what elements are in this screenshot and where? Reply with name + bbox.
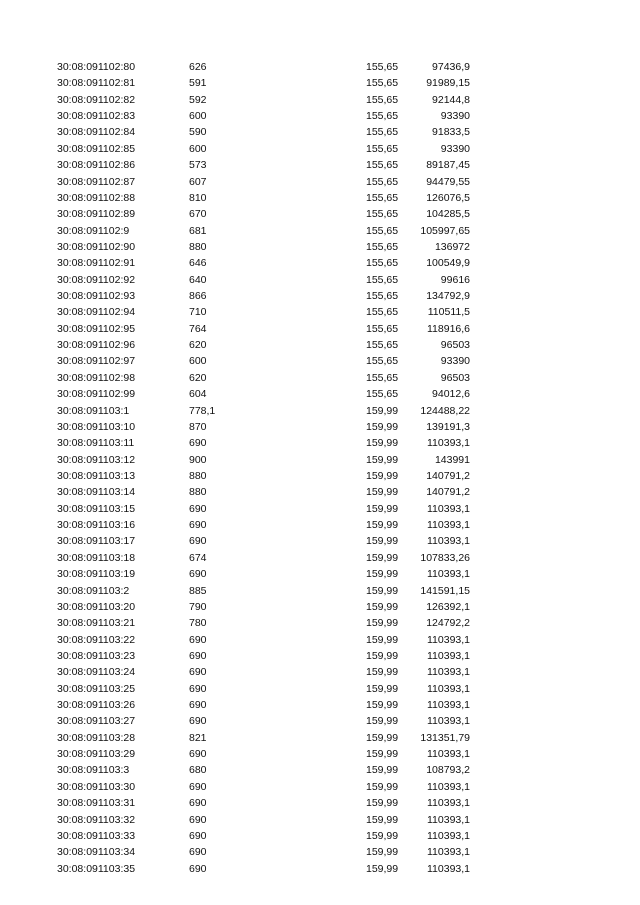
rate-cell: 155,65: [366, 224, 399, 237]
area-cell: 590: [189, 126, 207, 139]
value-cell: 126392,1: [426, 600, 470, 613]
rate-cell: 155,65: [366, 322, 399, 335]
value-cell: 110393,1: [426, 797, 470, 810]
table-row: [0, 223, 640, 239]
rate-cell: 159,99: [366, 617, 399, 630]
cadastral-number-cell: 30:08:091102:87: [57, 175, 136, 188]
area-cell: 680: [189, 764, 207, 777]
area-cell: 821: [189, 731, 207, 744]
table-row: [0, 370, 640, 386]
rate-cell: 155,65: [366, 306, 399, 319]
rate-cell: 159,99: [366, 780, 399, 793]
area-cell: 604: [189, 388, 207, 401]
value-cell: 140791,2: [426, 486, 470, 499]
rate-cell: 159,99: [366, 748, 399, 761]
table-row: [0, 386, 640, 402]
table-row: [0, 583, 640, 599]
rate-cell: 155,65: [366, 257, 399, 270]
rate-cell: 155,65: [366, 142, 399, 155]
area-cell: 620: [189, 339, 207, 352]
area-cell: 646: [189, 257, 207, 270]
rate-cell: 159,99: [366, 862, 399, 875]
table-row: [0, 664, 640, 680]
table-row: [0, 108, 640, 124]
table-row: [0, 779, 640, 795]
rate-cell: 159,99: [366, 502, 399, 515]
area-cell: 880: [189, 486, 207, 499]
cadastral-number-cell: 30:08:091103:31: [57, 797, 136, 810]
value-cell: 92144,8: [432, 93, 470, 106]
area-cell: 690: [189, 797, 207, 810]
value-cell: 110393,1: [426, 813, 470, 826]
rate-cell: 155,65: [366, 388, 399, 401]
cadastral-number-cell: 30:08:091102:83: [57, 110, 136, 123]
cadastral-number-cell: 30:08:091102:80: [57, 61, 136, 73]
area-cell: 600: [189, 355, 207, 368]
value-cell: 93390: [440, 142, 470, 155]
value-cell: 110393,1: [426, 780, 470, 793]
table-row: [0, 746, 640, 762]
area-cell: 592: [189, 93, 207, 106]
value-cell: 139191,3: [426, 420, 470, 433]
table-row: [0, 632, 640, 648]
cadastral-number-cell: 30:08:091102:95: [57, 322, 136, 335]
rate-cell: 155,65: [366, 93, 399, 106]
area-cell: 600: [189, 110, 207, 123]
cadastral-number-cell: 30:08:091103:35: [57, 862, 136, 875]
rate-cell: 155,65: [366, 191, 399, 204]
cadastral-number-cell: 30:08:091102:82: [57, 93, 136, 106]
area-cell: 690: [189, 846, 207, 859]
value-cell: 110393,1: [426, 649, 470, 662]
value-cell: 104285,5: [426, 208, 470, 221]
cadastral-number-cell: 30:08:091103:3: [57, 764, 130, 777]
table-row: [0, 124, 640, 140]
table-row: [0, 190, 640, 206]
value-cell: 136972: [434, 240, 470, 253]
cadastral-number-cell: 30:08:091103:20: [57, 600, 136, 613]
rate-cell: 159,99: [366, 666, 399, 679]
area-cell: 690: [189, 780, 207, 793]
table-row: [0, 304, 640, 320]
area-cell: 690: [189, 699, 207, 712]
area-cell: 866: [189, 290, 207, 303]
table-row: [0, 239, 640, 255]
rate-cell: 155,65: [366, 126, 399, 139]
rate-cell: 159,99: [366, 813, 399, 826]
value-cell: 94012,6: [432, 388, 470, 401]
rate-cell: 159,99: [366, 535, 399, 548]
cadastral-number-cell: 30:08:091103:2: [57, 584, 130, 597]
rate-cell: 159,99: [366, 797, 399, 810]
cadastral-number-cell: 30:08:091102:86: [57, 159, 136, 172]
area-cell: 690: [189, 748, 207, 761]
area-cell: 900: [189, 453, 207, 466]
cadastral-number-cell: 30:08:091103:23: [57, 649, 136, 662]
table-row: [0, 599, 640, 615]
cadastral-number-cell: 30:08:091103:29: [57, 748, 136, 761]
value-cell: 97436,9: [432, 61, 470, 73]
area-cell: 880: [189, 240, 207, 253]
area-cell: 640: [189, 273, 207, 286]
area-cell: 870: [189, 420, 207, 433]
value-cell: 100549,9: [426, 257, 470, 270]
rate-cell: 159,99: [366, 568, 399, 581]
value-cell: 124792,2: [426, 617, 470, 630]
rate-cell: 155,65: [366, 175, 399, 188]
value-cell: 94479,55: [426, 175, 470, 188]
cadastral-number-cell: 30:08:091103:30: [57, 780, 136, 793]
value-cell: 93390: [440, 355, 470, 368]
table-row: [0, 861, 640, 877]
value-cell: 110393,1: [426, 519, 470, 532]
rate-cell: 159,99: [366, 829, 399, 842]
value-cell: 110393,1: [426, 846, 470, 859]
table-row: [0, 59, 640, 75]
rate-cell: 155,65: [366, 159, 399, 172]
value-cell: 118916,6: [426, 322, 470, 335]
rate-cell: 155,65: [366, 355, 399, 368]
cadastral-number-cell: 30:08:091103:1: [57, 404, 130, 417]
table-row: [0, 762, 640, 778]
cadastral-number-cell: 30:08:091103:19: [57, 568, 136, 581]
area-cell: 778,1: [189, 404, 216, 417]
value-cell: 110393,1: [426, 568, 470, 581]
cadastral-number-cell: 30:08:091103:13: [57, 469, 136, 482]
table-row: [0, 697, 640, 713]
rate-cell: 155,65: [366, 61, 399, 73]
rate-cell: 159,99: [366, 519, 399, 532]
area-cell: 626: [189, 61, 207, 73]
rate-cell: 159,99: [366, 486, 399, 499]
cadastral-number-cell: 30:08:091103:12: [57, 453, 136, 466]
cadastral-number-cell: 30:08:091102:85: [57, 142, 136, 155]
rate-cell: 159,99: [366, 600, 399, 613]
rate-cell: 159,99: [366, 420, 399, 433]
area-cell: 885: [189, 584, 207, 597]
table-row: [0, 812, 640, 828]
rate-cell: 155,65: [366, 290, 399, 303]
value-cell: 107833,26: [420, 551, 470, 564]
area-cell: 573: [189, 159, 207, 172]
cadastral-number-cell: 30:08:091103:14: [57, 486, 136, 499]
table-row: [0, 321, 640, 337]
area-cell: 674: [189, 551, 207, 564]
cadastral-number-cell: 30:08:091102:91: [57, 257, 136, 270]
cadastral-number-cell: 30:08:091102:81: [57, 77, 136, 90]
cadastral-number-cell: 30:08:091102:96: [57, 339, 136, 352]
area-cell: 591: [189, 77, 207, 90]
area-cell: 690: [189, 813, 207, 826]
area-cell: 690: [189, 568, 207, 581]
table-row: [0, 272, 640, 288]
table-row: [0, 288, 640, 304]
rate-cell: 155,65: [366, 240, 399, 253]
table-row: [0, 452, 640, 468]
cadastral-number-cell: 30:08:091103:33: [57, 829, 136, 842]
area-cell: 690: [189, 437, 207, 450]
rate-cell: 159,99: [366, 699, 399, 712]
cadastral-number-cell: 30:08:091102:93: [57, 290, 136, 303]
area-cell: 620: [189, 371, 207, 384]
table-row: [0, 435, 640, 451]
area-cell: 764: [189, 322, 207, 335]
table-row: [0, 353, 640, 369]
table-row: [0, 713, 640, 729]
cadastral-number-cell: 30:08:091102:84: [57, 126, 136, 139]
cadastral-number-cell: 30:08:091102:9: [57, 224, 130, 237]
value-cell: 110393,1: [426, 748, 470, 761]
table-row: [0, 468, 640, 484]
rate-cell: 159,99: [366, 437, 399, 450]
cadastral-number-cell: 30:08:091103:27: [57, 715, 136, 728]
value-cell: 110393,1: [426, 862, 470, 875]
area-cell: 690: [189, 519, 207, 532]
rate-cell: 159,99: [366, 633, 399, 646]
table-row: [0, 75, 640, 91]
table-row: [0, 795, 640, 811]
value-cell: 96503: [440, 371, 470, 384]
table-row: [0, 844, 640, 860]
value-cell: 110511,5: [427, 306, 470, 319]
value-cell: 110393,1: [426, 535, 470, 548]
table-row: [0, 615, 640, 631]
area-cell: 690: [189, 649, 207, 662]
rate-cell: 155,65: [366, 110, 399, 123]
value-cell: 110393,1: [426, 829, 470, 842]
rate-cell: 155,65: [366, 371, 399, 384]
table-row: [0, 501, 640, 517]
area-cell: 690: [189, 829, 207, 842]
table-row: [0, 730, 640, 746]
value-cell: 110393,1: [426, 437, 470, 450]
value-cell: 110393,1: [426, 682, 470, 695]
table-row: [0, 681, 640, 697]
table-row: [0, 157, 640, 173]
area-cell: 710: [189, 306, 207, 319]
value-cell: 126076,5: [426, 191, 470, 204]
rate-cell: 159,99: [366, 453, 399, 466]
area-cell: 690: [189, 535, 207, 548]
area-cell: 681: [189, 224, 207, 237]
rate-cell: 155,65: [366, 273, 399, 286]
cadastral-number-cell: 30:08:091103:22: [57, 633, 136, 646]
area-cell: 880: [189, 469, 207, 482]
rate-cell: 159,99: [366, 846, 399, 859]
cadastral-number-cell: 30:08:091102:99: [57, 388, 136, 401]
rate-cell: 159,99: [366, 731, 399, 744]
table-row: [0, 484, 640, 500]
cadastral-number-cell: 30:08:091103:11: [57, 437, 135, 450]
value-cell: 110393,1: [426, 502, 470, 515]
value-cell: 108793,2: [426, 764, 470, 777]
value-cell: 141591,15: [420, 584, 470, 597]
cadastral-number-cell: 30:08:091102:88: [57, 191, 136, 204]
value-cell: 89187,45: [426, 159, 470, 172]
table-row: [0, 403, 640, 419]
table-row: [0, 517, 640, 533]
value-cell: 134792,9: [426, 290, 470, 303]
value-cell: 110393,1: [426, 666, 470, 679]
value-cell: 110393,1: [426, 699, 470, 712]
value-cell: 110393,1: [426, 633, 470, 646]
cadastral-number-cell: 30:08:091103:21: [57, 617, 136, 630]
rate-cell: 159,99: [366, 551, 399, 564]
cadastral-number-cell: 30:08:091102:89: [57, 208, 136, 221]
value-cell: 96503: [440, 339, 470, 352]
area-cell: 690: [189, 666, 207, 679]
cadastral-number-cell: 30:08:091103:15: [57, 502, 136, 515]
table-row: [0, 550, 640, 566]
cadastral-number-cell: 30:08:091103:34: [57, 846, 136, 859]
area-cell: 690: [189, 862, 207, 875]
cadastral-number-cell: 30:08:091102:98: [57, 371, 136, 384]
cadastral-number-cell: 30:08:091103:18: [57, 551, 136, 564]
table-row: [0, 141, 640, 157]
area-cell: 780: [189, 617, 207, 630]
area-cell: 690: [189, 715, 207, 728]
value-cell: 93390: [440, 110, 470, 123]
table-row: [0, 255, 640, 271]
value-cell: 105997,65: [420, 224, 470, 237]
cadastral-number-cell: 30:08:091102:94: [57, 306, 136, 319]
cadastral-number-cell: 30:08:091102:97: [57, 355, 136, 368]
cadastral-number-cell: 30:08:091103:32: [57, 813, 136, 826]
cadastral-number-cell: 30:08:091103:16: [57, 519, 136, 532]
area-cell: 810: [189, 191, 207, 204]
value-cell: 99616: [440, 273, 470, 286]
area-cell: 607: [189, 175, 207, 188]
cadastral-number-cell: 30:08:091102:92: [57, 273, 136, 286]
rate-cell: 159,99: [366, 404, 399, 417]
data-table: [0, 59, 640, 877]
cadastral-number-cell: 30:08:091102:90: [57, 240, 136, 253]
cadastral-number-cell: 30:08:091103:10: [57, 420, 136, 433]
rate-cell: 159,99: [366, 584, 399, 597]
cadastral-number-cell: 30:08:091103:17: [57, 535, 136, 548]
table-row: [0, 337, 640, 353]
value-cell: 140791,2: [426, 469, 470, 482]
area-cell: 690: [189, 682, 207, 695]
cadastral-number-cell: 30:08:091103:26: [57, 699, 136, 712]
rate-cell: 159,99: [366, 715, 399, 728]
table-row: [0, 648, 640, 664]
area-cell: 670: [189, 208, 207, 221]
value-cell: 124488,22: [420, 404, 470, 417]
area-cell: 690: [189, 502, 207, 515]
value-cell: 91989,15: [426, 77, 470, 90]
table-row: [0, 533, 640, 549]
value-cell: 131351,79: [420, 731, 470, 744]
value-cell: 91833,5: [432, 126, 470, 139]
cadastral-number-cell: 30:08:091103:28: [57, 731, 136, 744]
rate-cell: 155,65: [366, 77, 399, 90]
table-row: [0, 174, 640, 190]
rate-cell: 155,65: [366, 208, 399, 221]
area-cell: 790: [189, 600, 207, 613]
cadastral-number-cell: 30:08:091103:24: [57, 666, 136, 679]
rate-cell: 159,99: [366, 764, 399, 777]
rate-cell: 159,99: [366, 649, 399, 662]
value-cell: 143991: [434, 453, 470, 466]
table-row: [0, 206, 640, 222]
table-row: [0, 92, 640, 108]
table-row: [0, 419, 640, 435]
table-row: [0, 828, 640, 844]
rate-cell: 155,65: [366, 339, 399, 352]
area-cell: 600: [189, 142, 207, 155]
rate-cell: 159,99: [366, 469, 399, 482]
rate-cell: 159,99: [366, 682, 399, 695]
value-cell: 110393,1: [426, 715, 470, 728]
area-cell: 690: [189, 633, 207, 646]
table-row: [0, 566, 640, 582]
cadastral-number-cell: 30:08:091103:25: [57, 682, 136, 695]
